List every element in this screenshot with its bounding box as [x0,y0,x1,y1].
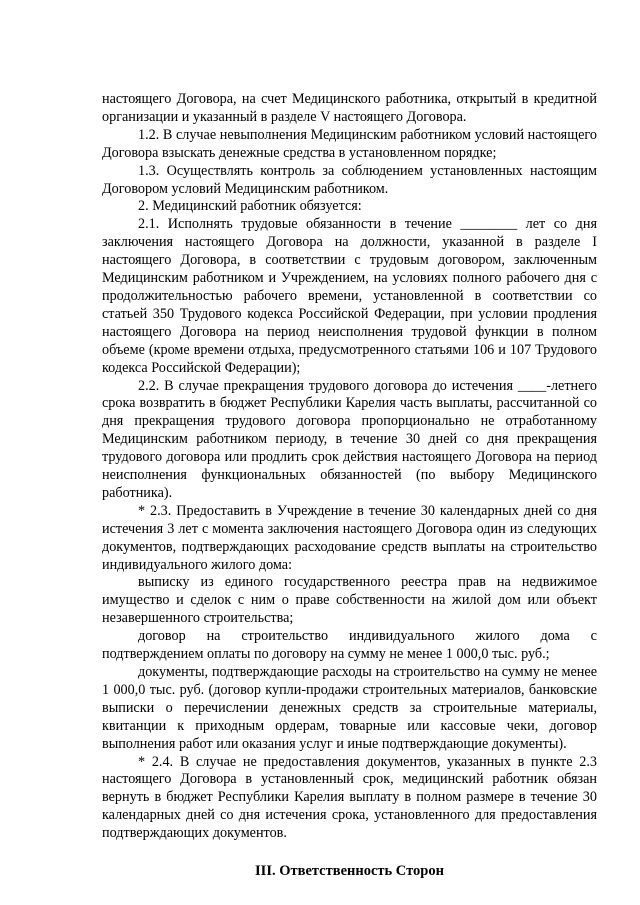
paragraph-2-3-item-2: договор на строительство индивидуального жилого дома с подтверждением оплаты по договору на сумму не менее 1 000,0 тыс. руб.; [102,628,597,663]
paragraph-2: 2. Медицинский работник обязуется: [138,198,362,215]
paragraph-2-4: * 2.4. В случае не предоставления документов, указанных в пункте 2.3 настоящего Договора в установленный срок, медицинский работник обязан вернуть в бюджет Республики Карелия выплату в полном размере в течение 30 календарных дней со дня истечения срока, установленного для предоставления подтверждающих документов. [102,753,597,842]
paragraph-2-1: 2.1. Исполнять трудовые обязанности в течение ________ лет со дня заключения настоящего Договора на должности, указанной в разделе I настоящего Договора, в соответствии с трудовым договором, заключенным Медицинским работником и Учреждением, на условиях полного рабочего дня с продолжительностью рабочего времени, установленной в соответствии со статьей 350 Трудового кодекса Российской Федерации, при условии продления настоящего Договора на период неисполнения трудовой функции в полном объеме (кроме времени отдыха, предусмотренного статьями 106 и 107 Трудового кодекса Российской Федерации); [102,216,597,376]
paragraph-2-2: 2.2. В случае прекращения трудового договора до истечения ____-летнего срока возвратить в бюджет Республики Карелия часть выплаты, рассчитанной со дня прекращения трудового договора пропорционально не отработанному Медицинским работником периоду, в течение 30 дней со дня прекращения трудового договора или продлить срок действия настоящего Договора на период неисполнения функциональных обязанностей (по выбору Медицинского работника). [102,377,597,501]
paragraph-1-2: 1.2. В случае невыполнения Медицинским работником условий настоящего Договора взыскать денежные средства в установленном порядке; [102,126,597,161]
paragraph-2-3-item-3: документы, подтверждающие расходы на строительство на сумму не менее 1 000,0 тыс. руб. (договор купли-продажи строительных материалов, банковские выписки о перечислении денежных средств за строительные материалы, квитанции к приходным ордерам, товарные или кассовые чеки, договор выполнения работ или оказания услуг и иные подтверждающие документы). [102,664,597,752]
paragraph-2-3: * 2.3. Предоставить в Учреждение в течение 30 календарных дней со дня истечения 3 лет с момента заключения настоящего Договора один из следующих документов, подтверждающих расходование средств выплаты на строительство индивидуального жилого дома: [102,502,597,573]
paragraph-2-3-item-1: выписку из единого государственного реестра прав на недвижимое имущество и сделок с ним о праве собственности на жилой дом или объект незавершенного строительства; [102,574,597,627]
paragraph-continuation: настоящего Договора, на счет Медицинского работника, открытый в кредитной организации и указанный в разделе V настоящего Договора. [102,91,597,125]
paragraph-1-3: 1.3. Осуществлять контроль за соблюдением установленных настоящим Договором условий Медицинским работником. [102,162,597,197]
document-page [102,91,597,881]
section-heading: III. Ответственность Сторон [255,863,444,880]
